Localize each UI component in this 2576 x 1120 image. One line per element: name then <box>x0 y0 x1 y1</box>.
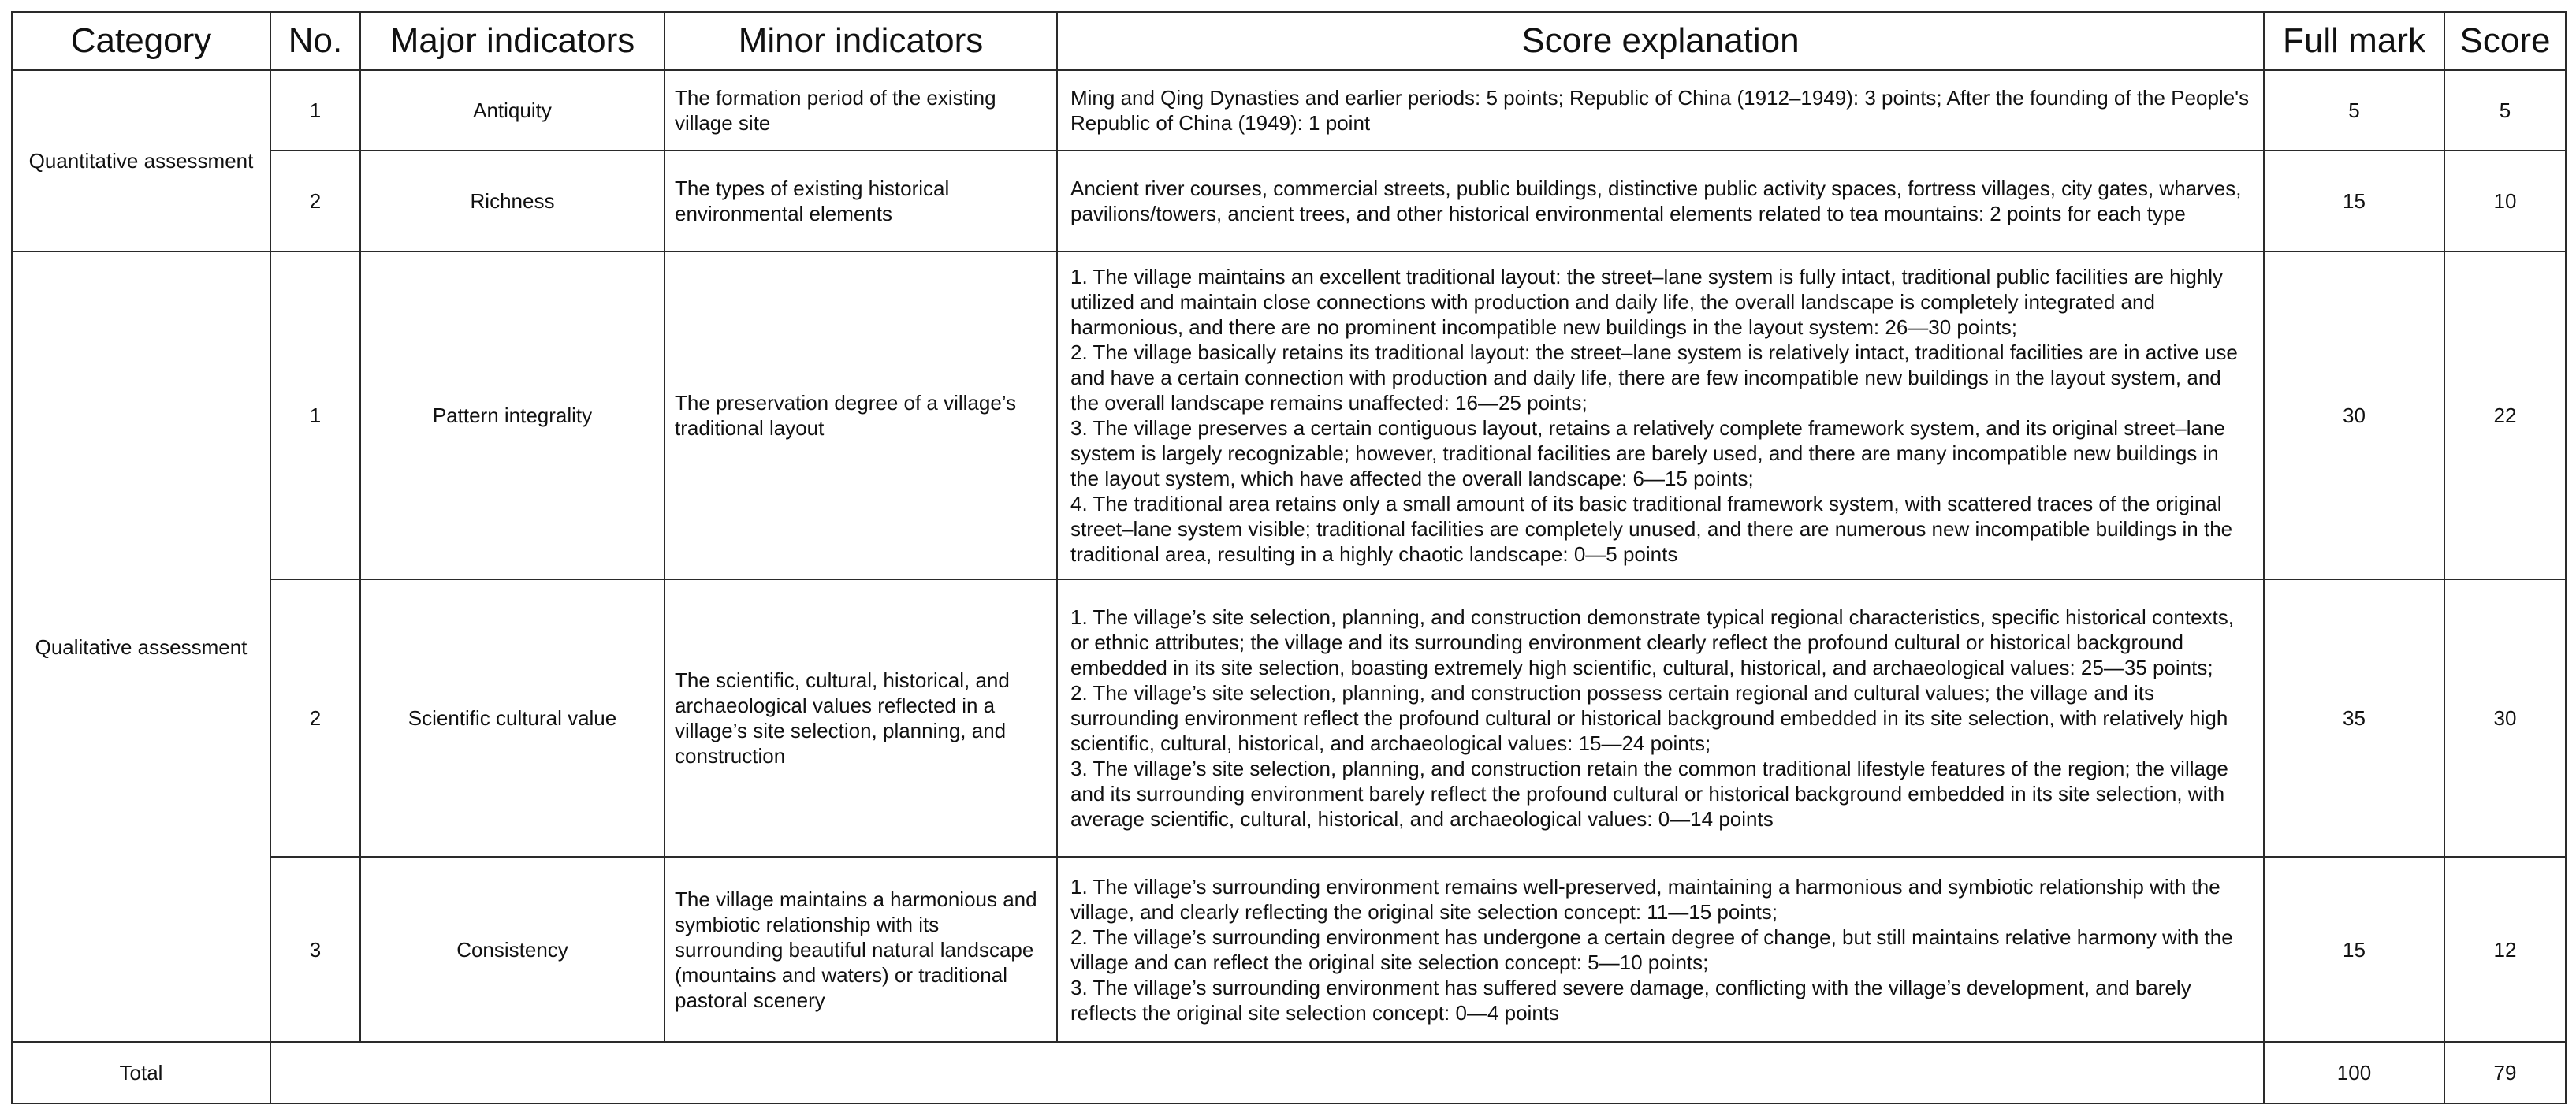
explanation-line: Ancient river courses, commercial streets, public buildings, distinctive public activity spaces, fortress villages, city gates, wharves, pavilions/towers, ancient trees, and other historical environmental elements related to tea mountains: 2 points for each type <box>1070 177 2242 225</box>
total-row <box>12 1042 2566 1103</box>
major-indicator: Consistency <box>360 857 664 1042</box>
total-score: 79 <box>2444 1042 2566 1103</box>
row-no: 1 <box>270 70 360 151</box>
minor-indicator: The preservation degree of a village’s traditional layout <box>664 251 1057 579</box>
score-explanation <box>1057 151 2264 251</box>
score-explanation <box>1057 251 2264 579</box>
table-row <box>12 579 2566 857</box>
header-score: Score <box>2444 12 2566 70</box>
table-row <box>12 857 2566 1042</box>
major-indicator: Antiquity <box>360 70 664 151</box>
minor-indicator: The formation period of the existing village site <box>664 70 1057 151</box>
evaluation-table <box>11 11 2567 1104</box>
score: 12 <box>2444 857 2566 1042</box>
score: 30 <box>2444 579 2566 857</box>
major-indicator: Richness <box>360 151 664 251</box>
row-no: 2 <box>270 579 360 857</box>
explanation-line: 2. The village basically retains its traditional layout: the street–lane system is relatively intact, traditional facilities are in active use and have a certain connection with production and daily life, there are few incompatible new buildings in the layout system, and the overall landscape remains unaffected: 16—25 points; <box>1070 340 2238 415</box>
explanation-line: 1. The village’s surrounding environment remains well-preserved, maintaining a harmonious and symbiotic relationship with the village, and clearly reflecting the original site selection concept: 11—15 points; <box>1070 874 2220 924</box>
header-minor-indicators: Minor indicators <box>664 12 1057 70</box>
header-score-explanation: Score explanation <box>1057 12 2264 70</box>
row-no: 1 <box>270 251 360 579</box>
full-mark: 15 <box>2264 151 2444 251</box>
minor-indicator: The scientific, cultural, historical, and archaeological values reflected in a village’s site selection, planning, and construction <box>664 579 1057 857</box>
major-indicator: Pattern integrality <box>360 251 664 579</box>
total-full-mark: 100 <box>2264 1042 2444 1103</box>
explanation-line: Ming and Qing Dynasties and earlier periods: 5 points; Republic of China (1912–1949): 3 points; After the founding of the People's Republic of China (1949): 1 point <box>1070 86 2250 135</box>
explanation-line: 3. The village’s surrounding environment has suffered severe damage, conflicting with the village’s development, and barely reflects the original site selection concept: 0—4 points <box>1070 975 2191 1025</box>
full-mark: 30 <box>2264 251 2444 579</box>
total-label: Total <box>12 1042 270 1103</box>
score-explanation <box>1057 857 2264 1042</box>
table-container <box>11 11 2565 1104</box>
explanation-line: 3. The village’s site selection, planning, and construction retain the common traditional lifestyle features of the region; the village and its surrounding environment barely reflect the profound cultural or historical background embedded in its site selection, with average scientific, cultural, historical, and archaeological values: 0—14 points <box>1070 757 2228 831</box>
score-explanation <box>1057 70 2264 151</box>
score: 10 <box>2444 151 2566 251</box>
header-full-mark: Full mark <box>2264 12 2444 70</box>
table-row <box>12 70 2566 151</box>
full-mark: 15 <box>2264 857 2444 1042</box>
header-major-indicators: Major indicators <box>360 12 664 70</box>
explanation-line: 2. The village’s surrounding environment has undergone a certain degree of change, but still maintains relative harmony with the village and can reflect the original site selection concept: 5—10 points; <box>1070 925 2233 974</box>
explanation-line: 1. The village maintains an excellent traditional layout: the street–lane system is fully intact, traditional public facilities are highly utilized and maintain close connections with production and daily life, the overall landscape is completely integrated and harmonious, and there are no prominent incompatible new buildings in the layout system: 26—30 points; <box>1070 265 2224 339</box>
header-no: No. <box>270 12 360 70</box>
full-mark: 5 <box>2264 70 2444 151</box>
explanation-line: 2. The village’s site selection, planning, and construction possess certain regional and cultural values; the village and its surrounding environment reflect the profound cultural or historical background embedded in its site selection, with relatively high scientific, cultural, historical, and archaeological values: 15—24 points; <box>1070 681 2228 755</box>
row-no: 3 <box>270 857 360 1042</box>
header-row <box>12 12 2566 70</box>
explanation-line: 4. The traditional area retains only a small amount of its basic traditional framework system, with scattered traces of the original street–lane system visible; traditional facilities are completely unused, and there are numerous new incompatible buildings in the traditional area, resulting in a highly chaotic landscape: 0—5 points <box>1070 492 2233 566</box>
category-quantitative: Quantitative assessment <box>12 70 270 251</box>
major-indicator: Scientific cultural value <box>360 579 664 857</box>
total-empty-cell <box>270 1042 2264 1103</box>
row-no: 2 <box>270 151 360 251</box>
table-row <box>12 151 2566 251</box>
score: 22 <box>2444 251 2566 579</box>
category-qualitative: Qualitative assessment <box>12 251 270 1042</box>
full-mark: 35 <box>2264 579 2444 857</box>
explanation-line: 1. The village’s site selection, planning, and construction demonstrate typical regional characteristics, specific historical contexts, or ethnic attributes; the village and its surrounding environment clearly reflect the profound cultural or historical background embedded in its site selection, boasting extremely high scientific, cultural, historical, and archaeological values: 25—35 points; <box>1070 605 2235 679</box>
minor-indicator: The types of existing historical environmental elements <box>664 151 1057 251</box>
score-explanation <box>1057 579 2264 857</box>
header-category: Category <box>12 12 270 70</box>
score: 5 <box>2444 70 2566 151</box>
explanation-line: 3. The village preserves a certain contiguous layout, retains a relatively complete framework system, and its original street–lane system is largely recognizable; however, traditional facilities are barely used, and there are many incompatible new buildings in the layout system, which have affected the overall landscape: 6—15 points; <box>1070 416 2225 490</box>
table-row <box>12 251 2566 579</box>
minor-indicator: The village maintains a harmonious and symbiotic relationship with its surrounding beautiful natural landscape (mountains and waters) or traditional pastoral scenery <box>664 857 1057 1042</box>
